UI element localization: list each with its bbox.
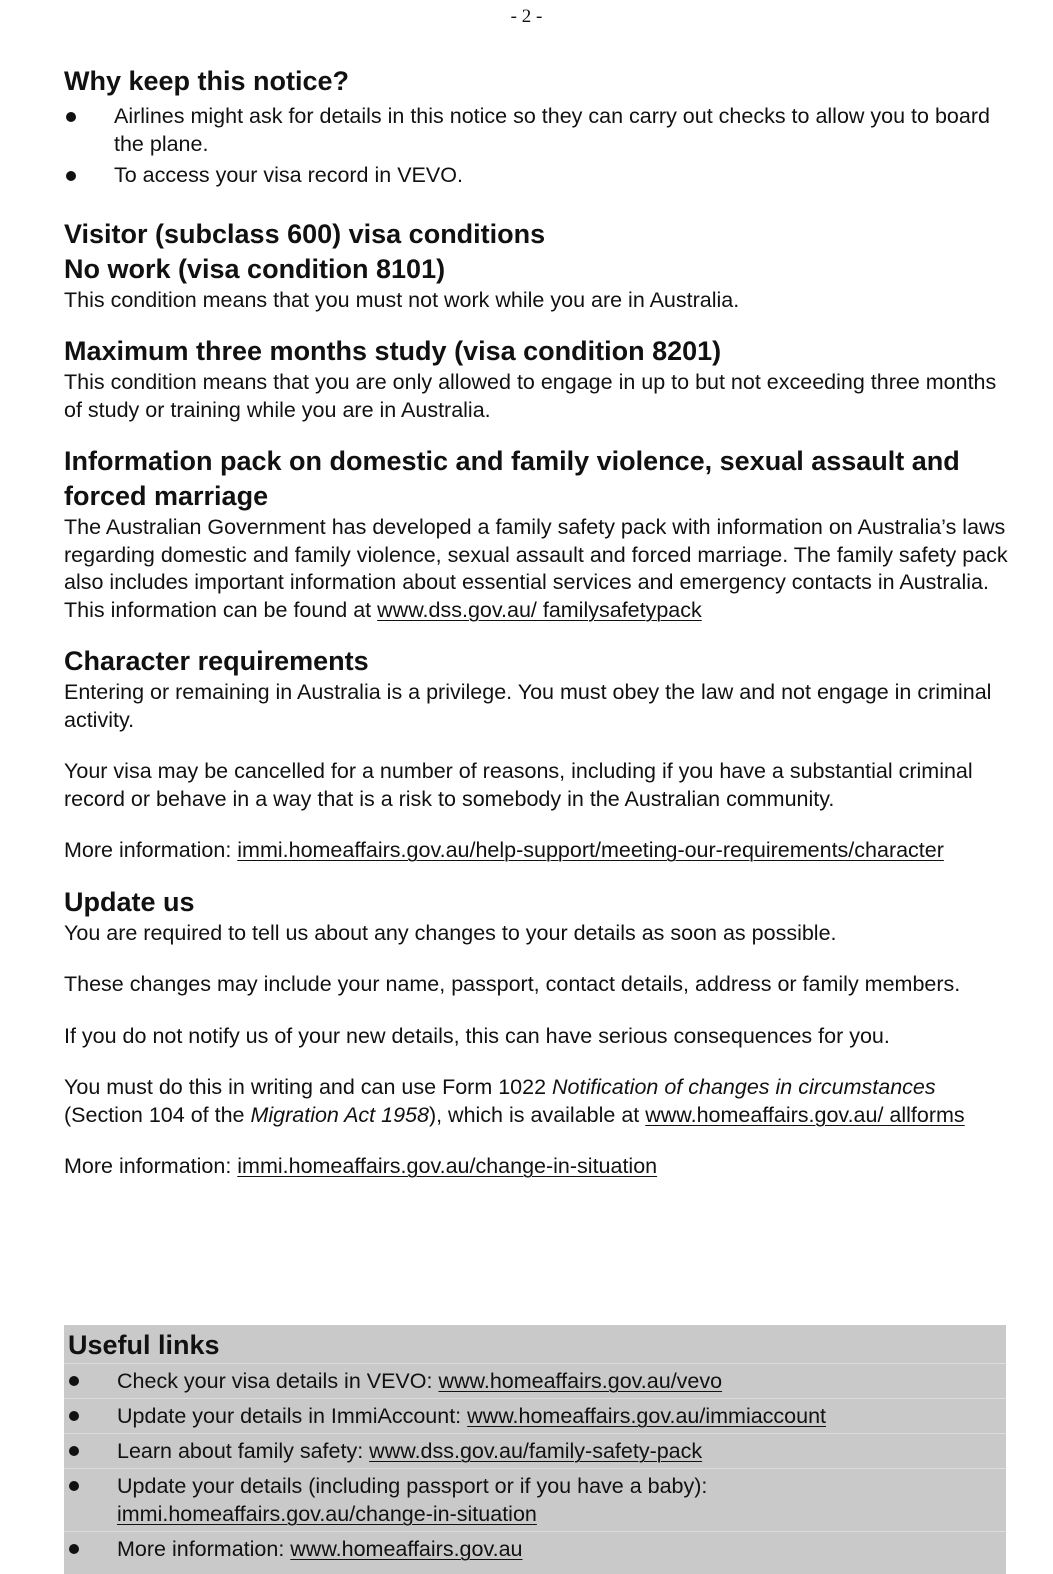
- useful-links-list: [64, 1363, 1006, 1566]
- bullet-icon: [69, 1544, 79, 1554]
- bullet-icon: [66, 112, 76, 122]
- list-item: Update your details (including passport or if you have a baby): immi.homeaffairs.gov.au/change-in-situation: [64, 1468, 1006, 1531]
- visa-conditions-section: [64, 217, 1009, 315]
- visa-conditions-heading: Visitor (subclass 600) visa conditions: [64, 218, 546, 249]
- update-text-4: You must do this in writing and can use Form 1022 Notification of changes in circumstances (Section 104 of the Migration Act 1958), which is available at www.homeaffairs.gov.au/ allforms: [64, 1075, 965, 1127]
- useful-links-heading: Useful links: [68, 1330, 220, 1360]
- family-safety-section: [64, 444, 1009, 624]
- forms-link[interactable]: www.homeaffairs.gov.au/ allforms: [645, 1102, 965, 1127]
- bullet-icon: [69, 1481, 79, 1491]
- no-work-heading: No work (visa condition 8101): [64, 253, 446, 284]
- list-item: To access your visa record in VEVO.: [64, 162, 1009, 190]
- character-heading: Character requirements: [64, 646, 369, 676]
- vevo-link[interactable]: www.homeaffairs.gov.au/vevo: [438, 1369, 723, 1393]
- family-safety-text: The Australian Government has developed a family safety pack with information on Australia’s laws regarding domestic and family violence, sexual assault and forced marriage. The family safety pack also includes important information about essential services and emergency contacts in Australia. This information can be found at www.dss.gov.au/ familysafetypack: [64, 515, 1008, 622]
- why-keep-section: [64, 64, 1009, 190]
- homeaffairs-link[interactable]: www.homeaffairs.gov.au: [290, 1537, 523, 1561]
- study-heading: Maximum three months study (visa condition 8201): [64, 336, 722, 366]
- family-safety-heading: Information pack on domestic and family violence, sexual assault and forced marriage: [64, 446, 960, 511]
- character-section: [64, 644, 1009, 865]
- update-us-heading: Update us: [64, 886, 195, 917]
- update-more-info: More information: immi.homeaffairs.gov.au/change-in-situation: [64, 1154, 658, 1178]
- bullet-icon: [69, 1411, 79, 1421]
- update-text-2: These changes may include your name, passport, contact details, address or family members.: [64, 972, 961, 996]
- update-text-3: If you do not notify us of your new details, this can have serious consequences for you.: [64, 1023, 890, 1048]
- useful-links-box: [64, 1325, 1006, 1574]
- notice-content: [64, 64, 1009, 1181]
- list-item: Airlines might ask for details in this notice so they can carry out checks to allow you to board the plane.: [64, 103, 1009, 158]
- bullet-icon: [69, 1446, 79, 1456]
- update-us-section: [64, 885, 1009, 1181]
- change-in-situation-link[interactable]: immi.homeaffairs.gov.au/change-in-situation: [237, 1154, 658, 1178]
- change-in-situation-useful-link[interactable]: immi.homeaffairs.gov.au/change-in-situation: [117, 1502, 537, 1526]
- page-number: - 2 -: [510, 6, 543, 27]
- bullet-icon: [69, 1376, 79, 1386]
- character-more-info: More information: immi.homeaffairs.gov.au/help-support/meeting-our-requirements/character: [64, 838, 944, 862]
- list-item: More information: www.homeaffairs.gov.au: [64, 1531, 1006, 1566]
- why-keep-heading: Why keep this notice?: [64, 66, 350, 96]
- update-text-1: You are required to tell us about any changes to your details as soon as possible.: [64, 920, 837, 945]
- no-work-text: This condition means that you must not work while you are in Australia.: [64, 287, 740, 312]
- family-safety-link[interactable]: www.dss.gov.au/ familysafetypack: [377, 597, 702, 622]
- family-safety-pack-link[interactable]: www.dss.gov.au/family-safety-pack: [369, 1439, 703, 1463]
- bullet-icon: [66, 171, 76, 181]
- list-item: Check your visa details in VEVO: www.homeaffairs.gov.au/vevo: [64, 1363, 1006, 1398]
- study-text: This condition means that you are only allowed to engage in up to but not exceeding three months of study or training while you are in Australia.: [64, 370, 997, 422]
- list-item: Update your details in ImmiAccount: www.homeaffairs.gov.au/immiaccount: [64, 1398, 1006, 1433]
- character-link[interactable]: immi.homeaffairs.gov.au/help-support/meeting-our-requirements/character: [237, 838, 944, 862]
- list-item: Learn about family safety: www.dss.gov.au/family-safety-pack: [64, 1433, 1006, 1468]
- immiaccount-link[interactable]: www.homeaffairs.gov.au/immiaccount: [467, 1404, 827, 1428]
- character-text-1: Entering or remaining in Australia is a privilege. You must obey the law and not engage in criminal activity.: [64, 680, 992, 732]
- character-text-2: Your visa may be cancelled for a number of reasons, including if you have a substantial criminal record or behave in a way that is a risk to somebody in the Australian community.: [64, 759, 973, 811]
- study-section: [64, 334, 1009, 424]
- why-keep-list: [64, 103, 1009, 190]
